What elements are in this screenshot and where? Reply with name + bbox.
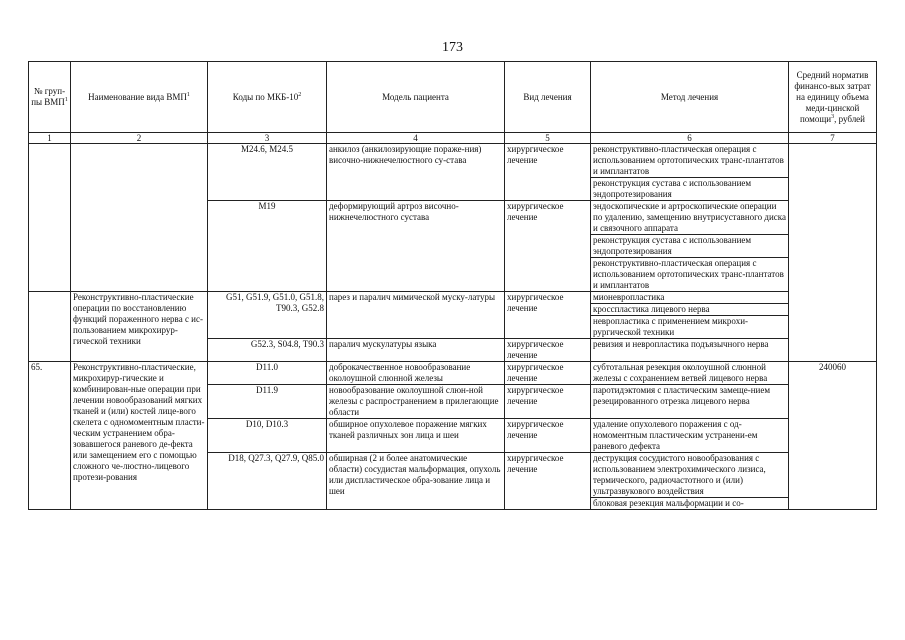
model-cell: деформирующий артроз височно-нижнечелюстного сустава <box>327 201 505 292</box>
treatment-cell: хирургическое лечение <box>505 419 591 453</box>
method-item: субтотальная резекция околоушной слюнной железы с сохранением ветвей лицевого нерва <box>593 362 768 383</box>
method-item: эндоскопические и артроскопические операции по удалению, замещению внутрисуставного диска и связочного аппарата <box>593 201 787 233</box>
column-number-row <box>29 133 877 144</box>
header-method: Метод лечения <box>591 62 789 133</box>
method-cell <box>591 453 789 510</box>
table-row <box>29 362 877 385</box>
codes-cell: D11.0 <box>208 362 327 385</box>
column-number: 1 <box>29 133 71 144</box>
method-cell <box>591 292 789 339</box>
method-item: блоковая резекция мальформации и со- <box>593 498 744 508</box>
column-number: 5 <box>505 133 591 144</box>
method-item: реконструкция сустава с использованием эндопротезирования <box>591 235 788 258</box>
column-number: 4 <box>327 133 505 144</box>
method-item: кросспластика лицевого нерва <box>591 304 788 316</box>
header-model: Модель пациента <box>327 62 505 133</box>
model-cell: парез и паралич мимической муску-латуры <box>327 292 505 339</box>
page-number: 173 <box>442 40 463 55</box>
treatment-cell: хирургическое лечение <box>505 339 591 362</box>
method-item: реконструктивно-пластическая операция с использованием ортотопических транс-плантатов и имплантатов <box>593 258 784 290</box>
header-treatment: Вид лечения <box>505 62 591 133</box>
column-number: 2 <box>71 133 208 144</box>
name-cell: Реконструктивно-пластические, микрохирур-гические и комбинирован-ные операции при лечении новообразований мягких тканей и (или) костей лице-вого скелета с одномоментным пласти-ческим устранением обра-зовавшегося раневого де-фекта или замещением его с помощью сложного че-люстно-лицевого протези-рования <box>71 362 208 510</box>
codes-cell: D10, D10.3 <box>208 419 327 453</box>
table-row <box>29 144 877 201</box>
codes-cell: G52.3, S04.8, T90.3 <box>208 339 327 362</box>
vmp-table <box>28 61 877 510</box>
method-item: деструкция сосудистого новообразования с использованием электрохимического лизиса, термического, радиочастотного и (или) ультразвукового воздействия <box>591 453 788 498</box>
group-cell <box>29 144 71 292</box>
treatment-cell: хирургическое лечение <box>505 201 591 292</box>
table-row <box>29 292 877 339</box>
method-cell <box>591 362 789 385</box>
method-cell <box>591 385 789 419</box>
model-cell: обширная (2 и более анатомические области) сосудистая мальформация, опухоль или диспластическое обра-зование лица и шеи <box>327 453 505 510</box>
codes-cell: M24.6, M24.5 <box>208 144 327 201</box>
method-item: реконструктивно-пластическая операция с использованием ортотопических транс-плантатов и имплантатов <box>591 144 788 178</box>
model-cell: анкилоз (анкилозирующие пораже-ния) височно-нижнечелюстного су-става <box>327 144 505 201</box>
treatment-cell: хирургическое лечение <box>505 362 591 385</box>
model-cell: обширное опухолевое поражение мягких тканей различных зон лица и шеи <box>327 419 505 453</box>
group-cell <box>29 292 71 362</box>
cost-cell: 240060 <box>789 362 877 510</box>
column-number: 3 <box>208 133 327 144</box>
method-cell <box>591 201 789 292</box>
header-cost: Средний норматив финансо-вых затрат на единицу объема меди-цинской помощи$^3$, рублей <box>789 62 877 133</box>
treatment-cell: хирургическое лечение <box>505 144 591 201</box>
method-item: реконструкция сустава с использованием эндопротезирования <box>593 178 752 199</box>
model-cell: доброкачественное новообразование околоушной слюнной железы <box>327 362 505 385</box>
model-cell: новообразование околоушной слюн-ной железы с распространением в прилегающие области <box>327 385 505 419</box>
treatment-cell: хирургическое лечение <box>505 385 591 419</box>
name-cell: Реконструктивно-пластические операции по восстановлению функций пораженного нерва с ис-пользованием микрохирур-гической техники <box>71 292 208 362</box>
column-number: 6 <box>591 133 789 144</box>
method-cell <box>591 419 789 453</box>
method-item: удаление опухолевого поражения с од-номоментным пластическим устранени-ем раневого дефекта <box>593 419 758 451</box>
group-cell: 65. <box>29 362 71 510</box>
method-cell <box>591 339 789 362</box>
method-cell <box>591 144 789 201</box>
model-cell: паралич мускулатуры языка <box>327 339 505 362</box>
treatment-cell: хирургическое лечение <box>505 453 591 510</box>
column-number: 7 <box>789 133 877 144</box>
name-cell <box>71 144 208 292</box>
codes-cell: G51, G51.9, G51.0, G51.8, T90.3, G52.8 <box>208 292 327 339</box>
codes-cell: M19 <box>208 201 327 292</box>
header-name: Наименование вида ВМП$^1$ <box>71 62 208 133</box>
codes-cell: D11.9 <box>208 385 327 419</box>
method-item: паротидэктомия с пластическим замеще-нием резецированного отрезка лицевого нерва <box>593 385 771 406</box>
cost-cell <box>789 144 877 362</box>
method-item: мионевропластика <box>591 292 788 304</box>
header-codes: Коды по МКБ-$10^2$ <box>208 62 327 133</box>
header-group: № груп-пы ВМП$^1$ <box>29 62 71 133</box>
method-item: ревизия и невропластика подъязычного нерва <box>593 339 769 349</box>
codes-cell: D18, Q27.3, Q27.9, Q85.0 <box>208 453 327 510</box>
treatment-cell: хирургическое лечение <box>505 292 591 339</box>
header-row <box>29 62 877 133</box>
method-item: невропластика с применением микрохи-рургической техники <box>593 316 749 337</box>
